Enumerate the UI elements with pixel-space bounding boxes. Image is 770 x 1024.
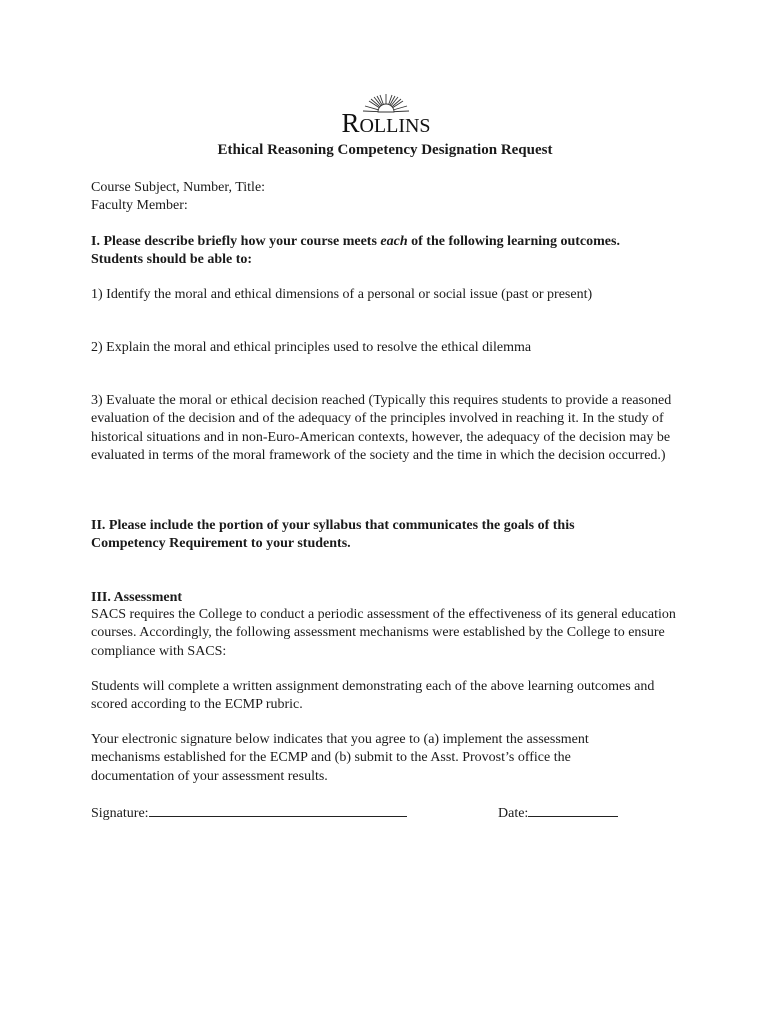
page-title: Ethical Reasoning Competency Designation Request [217, 142, 553, 158]
course-field-label: Course Subject, Number, Title: [91, 180, 266, 195]
faculty-field-label: Faculty Member: [91, 198, 188, 213]
assessment-paragraph-2: Students will complete a written assignment demonstrating each of the above learning outcomes and scored according to the ECMP rubric. [91, 679, 655, 713]
section2-heading: II. Please include the portion of your syllabus that communicates the goals of this Competency Requirement to your students. [91, 518, 575, 552]
outcome-1: 1) Identify the moral and ethical dimensions of a personal or social issue (past or present) [91, 287, 593, 302]
signature-line[interactable] [149, 804, 407, 817]
outcome-3: 3) Evaluate the moral or ethical decision reached (Typically this requires students to provide a reasoned evaluation of the decision and of the adequacy of the principles involved in reaching it. In the study of historical situations and in non-Euro-American contexts, however, the adequacy of the decision may be evaluated in terms of the moral framework of the society and the time in which the decision occurred.) [91, 393, 672, 463]
section1-heading-line2: Students should be able to: [91, 252, 253, 267]
signature-row [91, 804, 407, 823]
date-line[interactable] [528, 804, 618, 817]
signature-label: Signature: [91, 806, 149, 821]
section3-heading: III. Assessment [91, 590, 183, 605]
assessment-paragraph-1: SACS requires the College to conduct a periodic assessment of the effectiveness of its general education courses. Accordingly, the following assessment mechanisms were established by the College to ensure compliance with SACS: [91, 607, 676, 659]
date-label: Date: [498, 806, 529, 821]
section1-heading: I. Please describe briefly how your course meets each of the following learning outcomes. [91, 234, 620, 249]
date-row [498, 804, 618, 823]
outcome-2: 2) Explain the moral and ethical principles used to resolve the ethical dilemma [91, 340, 532, 355]
assessment-paragraph-3: Your electronic signature below indicates that you agree to (a) implement the assessment mechanisms established for the ECMP and (b) submit to the Asst. Provost’s office the documentation of your assessment results. [91, 732, 589, 784]
logo-wordmark: ROLLINS [341, 108, 431, 138]
rollins-logo [330, 92, 442, 144]
